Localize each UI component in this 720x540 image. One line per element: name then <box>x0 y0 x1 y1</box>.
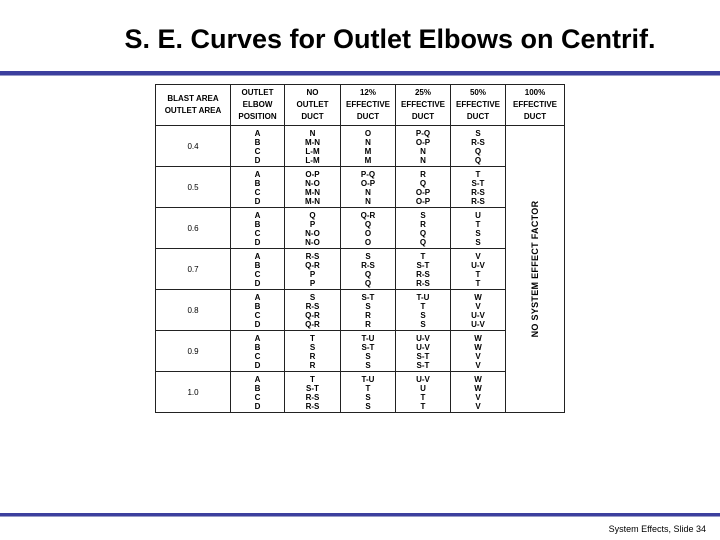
effective-duct-25-header <box>396 85 451 126</box>
cell-value: T <box>420 393 426 402</box>
cell-value: T <box>420 302 426 311</box>
no-duct-cell <box>285 126 341 167</box>
header-line: 100% <box>524 88 546 97</box>
cell-value: R <box>309 352 316 361</box>
effective-50-cell <box>451 208 506 249</box>
cell-value: Q <box>364 279 372 288</box>
cell-value: Q <box>474 156 482 165</box>
effective-25-cell <box>396 372 451 413</box>
header-line: EFFECTIVE <box>512 100 557 109</box>
header-line: POSITION <box>238 112 277 121</box>
cell-value: A <box>254 375 261 384</box>
elbow-position-cell <box>231 372 285 413</box>
cell-value: V <box>475 352 481 361</box>
effective-12-cell <box>341 290 396 331</box>
cell-value: R <box>365 320 371 329</box>
cell-value: O-P <box>415 138 431 147</box>
cell-value: P <box>309 220 316 229</box>
table-row <box>156 331 565 372</box>
cell-value: S <box>309 293 316 302</box>
cell-value: D <box>254 402 261 411</box>
cell-value: S <box>475 129 481 138</box>
header-line: DUCT <box>356 112 380 121</box>
cell-value: O <box>364 238 372 247</box>
system-effect-table <box>155 84 565 413</box>
cell-value: S-T <box>306 384 319 393</box>
slide-title: S. E. Curves for Outlet Elbows on Centrif. <box>124 24 656 54</box>
effective-12-cell <box>341 167 396 208</box>
cell-value: S <box>365 361 371 370</box>
cell-value: U-V <box>471 311 485 320</box>
elbow-position-cell <box>231 208 285 249</box>
cell-value: A <box>254 293 261 302</box>
cell-value: C <box>254 229 261 238</box>
cell-value: U-V <box>471 320 485 329</box>
cell-value: A <box>254 334 261 343</box>
cell-value: A <box>254 170 261 179</box>
cell-value: O-P <box>360 179 376 188</box>
effective-12-cell <box>341 331 396 372</box>
no-duct-cell <box>285 249 341 290</box>
cell-value: R <box>420 170 426 179</box>
header-line: DUCT <box>411 112 435 121</box>
header-line: NO <box>306 88 319 97</box>
effective-50-cell <box>451 249 506 290</box>
cell-value: R-S <box>305 393 320 402</box>
table-row <box>156 208 565 249</box>
cell-value: Q-R <box>360 211 376 220</box>
footer-divider-shadow <box>0 516 720 517</box>
cell-value: O <box>364 129 372 138</box>
cell-value: D <box>254 361 261 370</box>
cell-value: T <box>475 170 481 179</box>
cell-value: R-S <box>361 261 375 270</box>
effective-duct-100-header <box>506 85 565 126</box>
cell-value: V <box>475 361 481 370</box>
header-line: OUTLET AREA <box>164 106 222 115</box>
header-line: 50% <box>469 88 486 97</box>
cell-value: Q <box>419 179 427 188</box>
outlet-elbow-position-header <box>231 85 285 126</box>
cell-value: N <box>365 138 371 147</box>
header-row <box>156 85 565 126</box>
cell-value: U <box>475 211 481 220</box>
header-line: EFFECTIVE <box>400 100 445 109</box>
cell-value: T <box>475 279 481 288</box>
effective-25-cell <box>396 208 451 249</box>
cell-value: T <box>420 252 426 261</box>
elbow-position-cell <box>231 331 285 372</box>
table-row <box>156 126 565 167</box>
no-system-effect-label: NO SYSTEM EFFECT FACTOR <box>530 200 540 338</box>
cell-value: B <box>254 384 261 393</box>
cell-value: N <box>365 188 371 197</box>
area-ratio-cell: 0.9 <box>156 331 231 372</box>
cell-value: U-V <box>416 375 430 384</box>
cell-value: W <box>474 384 482 393</box>
cell-value: Q-R <box>305 311 320 320</box>
table-body <box>156 126 565 413</box>
cell-value: L-M <box>305 156 320 165</box>
elbow-position-cell <box>231 249 285 290</box>
cell-value: S <box>365 352 371 361</box>
cell-value: B <box>254 343 261 352</box>
area-ratio-cell: 1.0 <box>156 372 231 413</box>
cell-value: R-S <box>471 138 485 147</box>
no-duct-cell <box>285 331 341 372</box>
header-line: OUTLET <box>296 100 329 109</box>
cell-value: M-N <box>304 197 321 206</box>
cell-value: R-S <box>416 270 430 279</box>
cell-value: R-S <box>471 188 485 197</box>
cell-value: S <box>475 238 481 247</box>
cell-value: T-U <box>361 334 375 343</box>
cell-value: S <box>309 343 316 352</box>
cell-value: C <box>254 270 261 279</box>
cell-value: N-O <box>305 179 320 188</box>
cell-value: R-S <box>416 279 430 288</box>
cell-value: B <box>254 179 261 188</box>
cell-value: T <box>475 220 481 229</box>
cell-value: S <box>420 311 426 320</box>
cell-value: N <box>309 129 316 138</box>
effective-50-cell <box>451 372 506 413</box>
area-ratio-cell: 0.8 <box>156 290 231 331</box>
cell-value: V <box>475 252 481 261</box>
slide-footer: System Effects, Slide 34 <box>608 524 706 534</box>
cell-value: Q <box>419 229 427 238</box>
header-line: DUCT <box>301 112 324 121</box>
area-ratio-cell: 0.7 <box>156 249 231 290</box>
cell-value: S-T <box>471 179 485 188</box>
cell-value: U-V <box>416 343 430 352</box>
cell-value: V <box>475 302 481 311</box>
cell-value: Q <box>364 220 372 229</box>
cell-value: O <box>364 229 372 238</box>
cell-value: N-O <box>305 238 320 247</box>
cell-value: Q <box>474 147 482 156</box>
cell-value: S <box>365 402 371 411</box>
cell-value: T-U <box>361 375 375 384</box>
header-line: BLAST AREA <box>167 94 219 103</box>
cell-value: A <box>254 252 261 261</box>
cell-value: S <box>420 320 426 329</box>
effective-duct-12-header <box>341 85 396 126</box>
cell-value: O-P <box>305 170 320 179</box>
cell-value: N <box>420 156 426 165</box>
cell-value: P <box>309 279 316 288</box>
cell-value: N-O <box>305 229 320 238</box>
header-line: ELBOW <box>242 100 273 109</box>
cell-value: S-T <box>416 261 430 270</box>
cell-value: B <box>254 261 261 270</box>
no-outlet-duct-header <box>285 85 341 126</box>
effective-25-cell <box>396 249 451 290</box>
cell-value: D <box>254 156 261 165</box>
table-row <box>156 290 565 331</box>
cell-value: M <box>364 156 372 165</box>
cell-value: W <box>474 334 482 343</box>
effective-50-cell <box>451 167 506 208</box>
cell-value: S <box>475 229 481 238</box>
cell-value: Q-R <box>305 320 320 329</box>
effective-50-cell <box>451 331 506 372</box>
cell-value: Q <box>309 211 316 220</box>
cell-value: S <box>365 302 371 311</box>
effective-25-cell <box>396 290 451 331</box>
effective-duct-50-header <box>451 85 506 126</box>
cell-value: V <box>475 402 481 411</box>
cell-value: M <box>364 147 372 156</box>
no-duct-cell <box>285 372 341 413</box>
cell-value: C <box>254 393 261 402</box>
cell-value: R-S <box>305 302 320 311</box>
cell-value: L-M <box>305 147 320 156</box>
area-ratio-cell: 0.4 <box>156 126 231 167</box>
cell-value: R-S <box>305 402 320 411</box>
cell-value: W <box>474 343 482 352</box>
cell-value: T <box>420 402 426 411</box>
cell-value: P-Q <box>360 170 376 179</box>
header-line: EFFECTIVE <box>345 100 390 109</box>
effective-25-cell <box>396 167 451 208</box>
cell-value: U-V <box>416 334 430 343</box>
no-duct-cell <box>285 290 341 331</box>
cell-value: T <box>310 375 315 384</box>
effective-12-cell <box>341 126 396 167</box>
elbow-position-cell <box>231 126 285 167</box>
cell-value: Q-R <box>305 261 320 270</box>
cell-value: S <box>365 393 371 402</box>
cell-value: D <box>254 279 261 288</box>
cell-value: C <box>254 147 261 156</box>
cell-value: O-P <box>415 197 431 206</box>
table-row <box>156 167 565 208</box>
header-line: EFFECTIVE <box>455 100 500 109</box>
cell-value: R-S <box>471 197 485 206</box>
header-line: 12% <box>359 88 376 97</box>
cell-value: U <box>420 384 426 393</box>
cell-value: T-U <box>416 293 430 302</box>
cell-value: S <box>420 211 426 220</box>
cell-value: C <box>254 311 261 320</box>
effective-25-cell <box>396 331 451 372</box>
area-ratio-cell: 0.6 <box>156 208 231 249</box>
cell-value: Q <box>364 270 372 279</box>
cell-value: A <box>254 129 261 138</box>
cell-value: M-N <box>304 138 321 147</box>
effective-50-cell <box>451 290 506 331</box>
effective-12-cell <box>341 249 396 290</box>
cell-value: B <box>254 138 261 147</box>
cell-value: A <box>254 211 261 220</box>
cell-value: B <box>254 220 261 229</box>
elbow-position-cell <box>231 167 285 208</box>
cell-value: R-S <box>305 252 320 261</box>
cell-value: U-V <box>471 261 485 270</box>
cell-value: D <box>254 197 261 206</box>
effective-12-cell <box>341 208 396 249</box>
cell-value: N <box>365 197 371 206</box>
cell-value: S-T <box>361 293 375 302</box>
cell-value: V <box>475 393 481 402</box>
effective-50-cell <box>451 126 506 167</box>
cell-value: S-T <box>361 343 375 352</box>
elbow-position-cell <box>231 290 285 331</box>
header-line: OUTLET <box>241 88 274 97</box>
cell-value: S-T <box>416 352 430 361</box>
no-duct-cell <box>285 167 341 208</box>
header-line: 25% <box>414 88 431 97</box>
cell-value: D <box>254 238 261 247</box>
cell-value: W <box>474 293 482 302</box>
cell-value: R <box>420 220 426 229</box>
cell-value: C <box>254 352 261 361</box>
header-line: DUCT <box>466 112 490 121</box>
cell-value: N <box>420 147 426 156</box>
cell-value: W <box>474 375 482 384</box>
cell-value: P <box>309 270 316 279</box>
cell-value: S <box>365 252 371 261</box>
no-duct-cell <box>285 208 341 249</box>
cell-value: R <box>309 361 316 370</box>
table-row <box>156 249 565 290</box>
cell-value: S-T <box>416 361 430 370</box>
no-system-effect-cell <box>506 126 565 413</box>
table-row <box>156 372 565 413</box>
cell-value: B <box>254 302 261 311</box>
effective-25-cell <box>396 126 451 167</box>
cell-value: M-N <box>304 188 321 197</box>
cell-value: P-Q <box>415 129 431 138</box>
cell-value: D <box>254 320 261 329</box>
cell-value: O-P <box>415 188 431 197</box>
cell-value: R <box>365 311 371 320</box>
cell-value: T <box>310 334 315 343</box>
effective-12-cell <box>341 372 396 413</box>
blast-area-ratio-header <box>156 85 231 126</box>
cell-value: T <box>365 384 371 393</box>
cell-value: T <box>475 270 481 279</box>
title-divider-shadow <box>0 75 720 76</box>
area-ratio-cell: 0.5 <box>156 167 231 208</box>
cell-value: C <box>254 188 261 197</box>
header-line: DUCT <box>523 112 547 121</box>
cell-value: Q <box>419 238 427 247</box>
